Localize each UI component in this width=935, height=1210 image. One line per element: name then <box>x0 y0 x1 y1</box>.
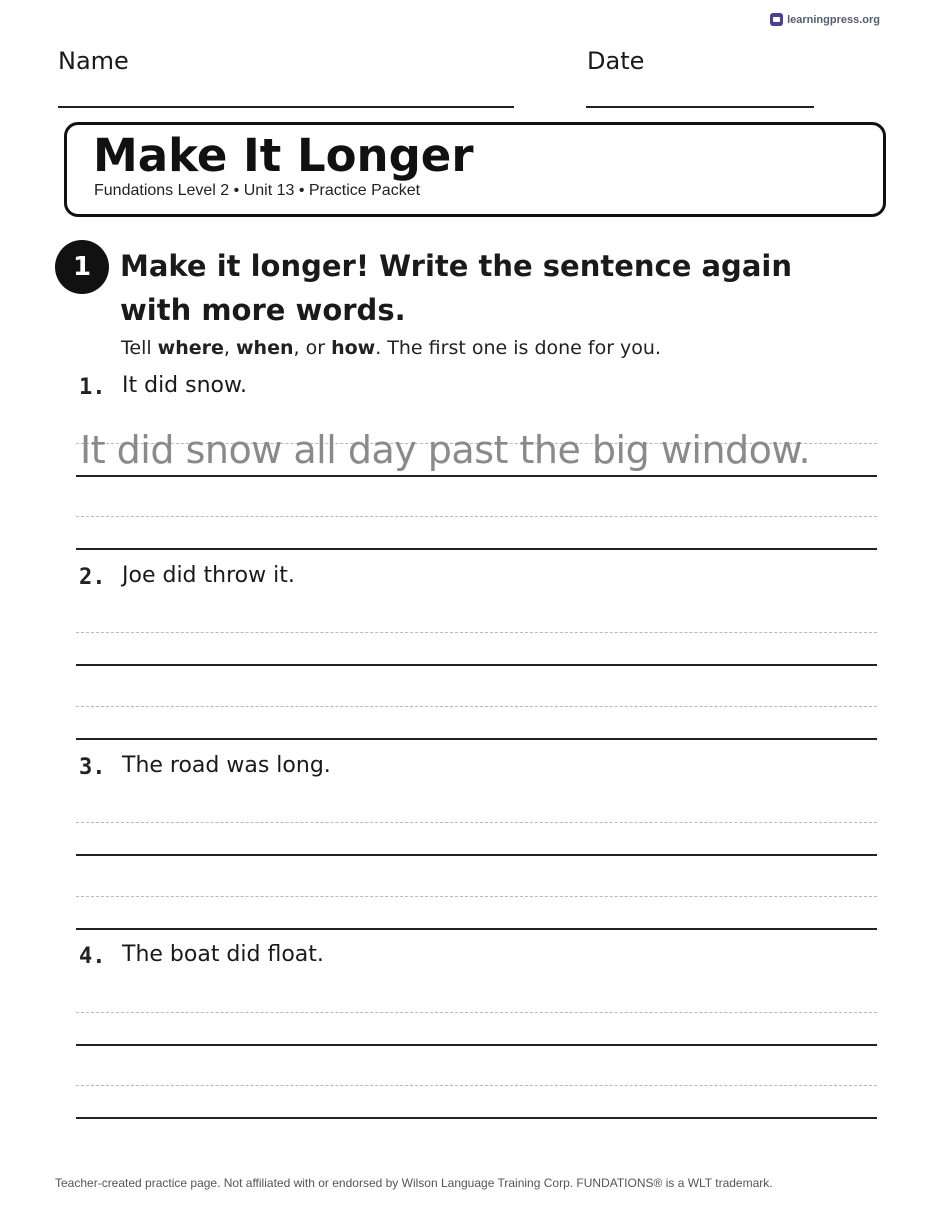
date-label: Date <box>587 47 645 75</box>
date-field[interactable] <box>586 106 814 108</box>
instructions-suffix: . The first one is done for you. <box>375 337 662 359</box>
question-number: 1. <box>79 375 106 400</box>
question-text: Joe did throw it. <box>122 563 295 588</box>
writing-guide-dashed <box>76 896 877 897</box>
book-icon <box>770 13 783 26</box>
instructions <box>121 337 661 359</box>
writing-baseline[interactable] <box>76 548 877 550</box>
writing-baseline[interactable] <box>76 664 877 666</box>
question-number: 2. <box>79 565 106 590</box>
keyword-how: how <box>331 337 376 359</box>
writing-guide-dashed <box>76 1012 877 1013</box>
writing-guide-dashed <box>76 1085 877 1086</box>
writing-baseline[interactable] <box>76 738 877 740</box>
instructions-sep1: , <box>223 337 236 359</box>
title-box <box>64 122 886 217</box>
writing-guide-dashed <box>76 822 877 823</box>
question-text: The boat did float. <box>122 942 324 967</box>
keyword-when: when <box>236 337 294 359</box>
question-number: 3. <box>79 755 106 780</box>
section-number-badge: 1 <box>55 240 109 294</box>
writing-guide-dashed <box>76 516 877 517</box>
writing-guide-dashed <box>76 706 877 707</box>
example-answer: It did snow all day past the big window. <box>80 428 811 472</box>
page-subtitle: Fundations Level 2 • Unit 13 • Practice Packet <box>94 182 421 199</box>
writing-baseline[interactable] <box>76 1044 877 1046</box>
footer-disclaimer: Teacher-created practice page. Not affiliated with or endorsed by Wilson Language Training Corp. FUNDATIONS® is a WLT trademark. <box>55 1176 773 1190</box>
writing-baseline[interactable] <box>76 854 877 856</box>
brand-logo <box>770 13 880 26</box>
question-text: It did snow. <box>122 373 247 398</box>
question-text: The road was long. <box>122 753 331 778</box>
writing-baseline[interactable] <box>76 1117 877 1119</box>
brand-text: learningpress.org <box>787 13 880 26</box>
writing-baseline[interactable] <box>76 928 877 930</box>
keyword-where: where <box>157 337 224 359</box>
name-field[interactable] <box>58 106 514 108</box>
instructions-prefix: Tell <box>121 337 158 359</box>
page-title: Make It Longer <box>93 129 474 182</box>
instructions-sep2: , or <box>293 337 332 359</box>
question-number: 4. <box>79 944 106 969</box>
name-label: Name <box>58 47 129 75</box>
writing-baseline[interactable] <box>76 475 877 477</box>
section-heading: Make it longer! Write the sentence again with more words. <box>120 249 792 327</box>
writing-guide-dashed <box>76 632 877 633</box>
